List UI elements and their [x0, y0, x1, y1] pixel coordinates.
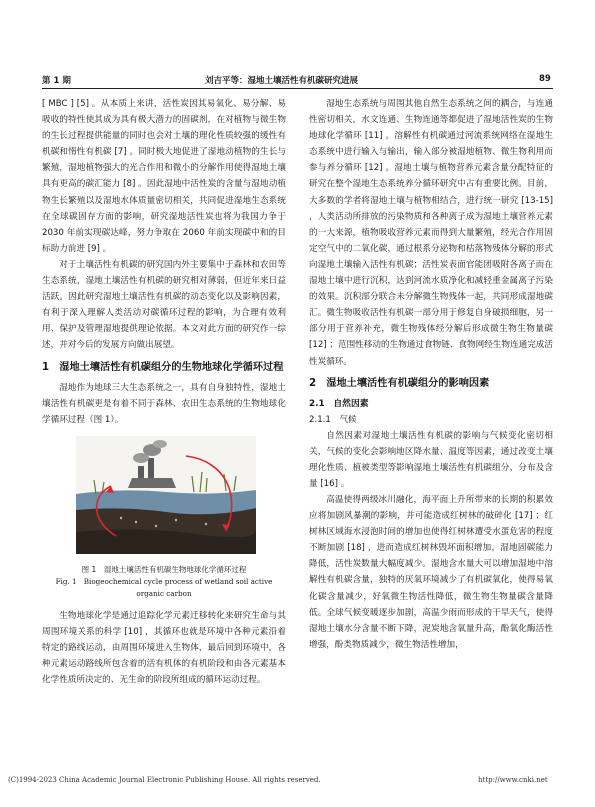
figure-1-illustration — [76, 436, 256, 554]
paragraph: 对于土壤活性有机碳的研究国内外主要集中于森林和农田等生态系统，湿地土壤活性有机碳的研究相对薄弱，但近年来日益活跃。因此研究湿地土壤活性有机碳的动态变化以及影响因素，有利于深入理解人类活动对碳循环过程的影响，为合理有效利用、保护及管理湿地提供理论依据。本文对此方面的研究作一综述，并对今后的发展方向做出展望。 — [42, 259, 286, 351]
right-column — [309, 96, 553, 653]
paragraph: 自然因素对湿地土壤活性有机碳的影响与气候变化密切相关，气候的变化会影响地区降水量、温度等因素，通过改变土壤理化性质、植被类型等影响湿地土壤活性有机碳组分、分布及含量 [16] 。 — [309, 430, 553, 489]
paragraph: 湿地作为地球三大生态系统之一，具有自身独特性，湿地土壤活性有机碳更是有着不同于森林、农田生态系统的生物地球化学循环过程（图 1）。 — [42, 382, 286, 425]
paragraph: 湿地生态系统与周围其他自然生态系统之间的耦合，与连通性密切相关，水文连通、生物连通等都促进了湿地活性炭的生物地球化学循环 [11] 。溶解性有机碳通过河流系统网络在湿地生态系统中进行输入与输出，输入部分被湿地植物、微生物利用而参与养分循环 [12] 。湿地土壤与植物营养元素含量分配特征的研究在整个湿地生态系统养分循环研究中占有重要比例。目前，大多数的学者将湿地土壤与植物相结合，进行统一研究 [13-15] ，人类活动所排放的污染物质和各种离子成为湿地土壤营养元素的一大来源，植物吸收营养元素而得到大量繁殖，经光合作用固定空气中的二氧化碳，通过根系分泌物和枯落物残体分解的形式向湿地土壤输入活性有机碳；活性炭表面官能团吸附各离子而在湿地土壤中进行沉积，达到河流水质净化和减轻重金属离子污染的效果。沉积部分联合未分解微生物残体一起，共同形成湿地碳汇。微生物吸收活性有机碳一部分用于修复自身破损细胞，另一部分用于营养补充，微生物残体经分解后形成微生物生物量碳 [12] ；范围性移动的生物通过食物链、食物网经生物连通完成活性炭循环。 — [309, 99, 553, 367]
section-2-1-1-heading: 2.1.1 气候 — [309, 414, 357, 425]
section-2-1-heading: 2.1 自然因素 — [309, 398, 369, 409]
paragraph: 高温使得两级冰川融化，海平面上升所带来的长期的积累效应将加剧风暴潮的影响，并可能造成红树林的破碎化 [17] ；红树林区域海水浸泡时间的增加也使得红树林遭受水蛋危害的程度不断加剧 [18] ，进而造成红树林毁坏面积增加，湿地固碳能力降低，活性炭数量大幅度减少。湿地含水量大可以增加湿地中溶解性有机碳含量，独特的厌氧环境减少了有机碳氧化，使得易氧化碳含量减少，好氧微生物活性降低，微生物生物量碳含量降低。全球气候变暖逐步加剧，高温少雨而形成的干旱天气，使得湿地土壤水分含量不断下降，泥炭地含氧量升高，酚氧化酶活性增强，酚类物质减少，微生物活性增加， — [309, 494, 553, 650]
paragraph: 生物地球化学是通过追踪化学元素迁移转化来研究生命与其周围环境关系的科学 [10] ，其循环也就是环境中各种元素沿着特定的路线运动，由周围环境进入生物体，最后回到环境中，各种元素运动路线所包含着的活有机体的有机阶段和由各元素基本化学性质所决定的、无生命的阶段所组成的循环运动过程。 — [42, 610, 286, 686]
running-title: 刘吉平等：湿地土壤活性有机碳研究进展 — [205, 76, 359, 86]
header-rule — [42, 88, 553, 89]
figure-1-caption-en: Fig. 1 Biogeochemical cycle process of wetland soil active organic carbon — [55, 576, 273, 598]
copyright-footer: (C)1994-2023 China Academic Journal Electronic Publishing House. All rights reserved. — [8, 776, 321, 784]
figure-1-caption-zh: 图 1 湿地土壤活性有机碳生物地球化学循环过程 — [81, 564, 247, 574]
cnki-url: http://www.cnki.net — [478, 776, 548, 784]
page-number: 89 — [539, 74, 551, 84]
left-column — [42, 96, 286, 688]
section-2-heading: 2 湿地土壤活性有机碳组分的影响因素 — [309, 377, 490, 389]
paragraph: [ MBC ] [5] 。从本质上来讲，活性炭因其易氧化、易分解、易吸收的特性使其成为具有极大潜力的固碳剂，在对植物与微生物的生长过程提供能量的同时也会对土壤的理化性质较强的缓性有机碳和惰性有机碳 [7] 。同时极大地促进了湿地动植物的生长与繁殖，湿地植物强大的光合作用和微小的分解作用使得湿地土壤具有更高的碳汇能力 [8] 。因此湿地中活性炭的含量与湿地动植物生长繁殖以及湿地水体质量密切相关，共同促进湿地生态系统在全球碳固存方面的影响，研究湿地活性炭也将为我国力争于 2030 年前实现碳达峰，努力争取在 2060 年前实现碳中和的目标助力前进 [9] 。 — [42, 99, 286, 254]
journal-issue: 第 1 期 — [42, 76, 71, 86]
section-1-heading: 1 湿地土壤活性有机碳组分的生物地球化学循环过程 — [42, 361, 284, 373]
